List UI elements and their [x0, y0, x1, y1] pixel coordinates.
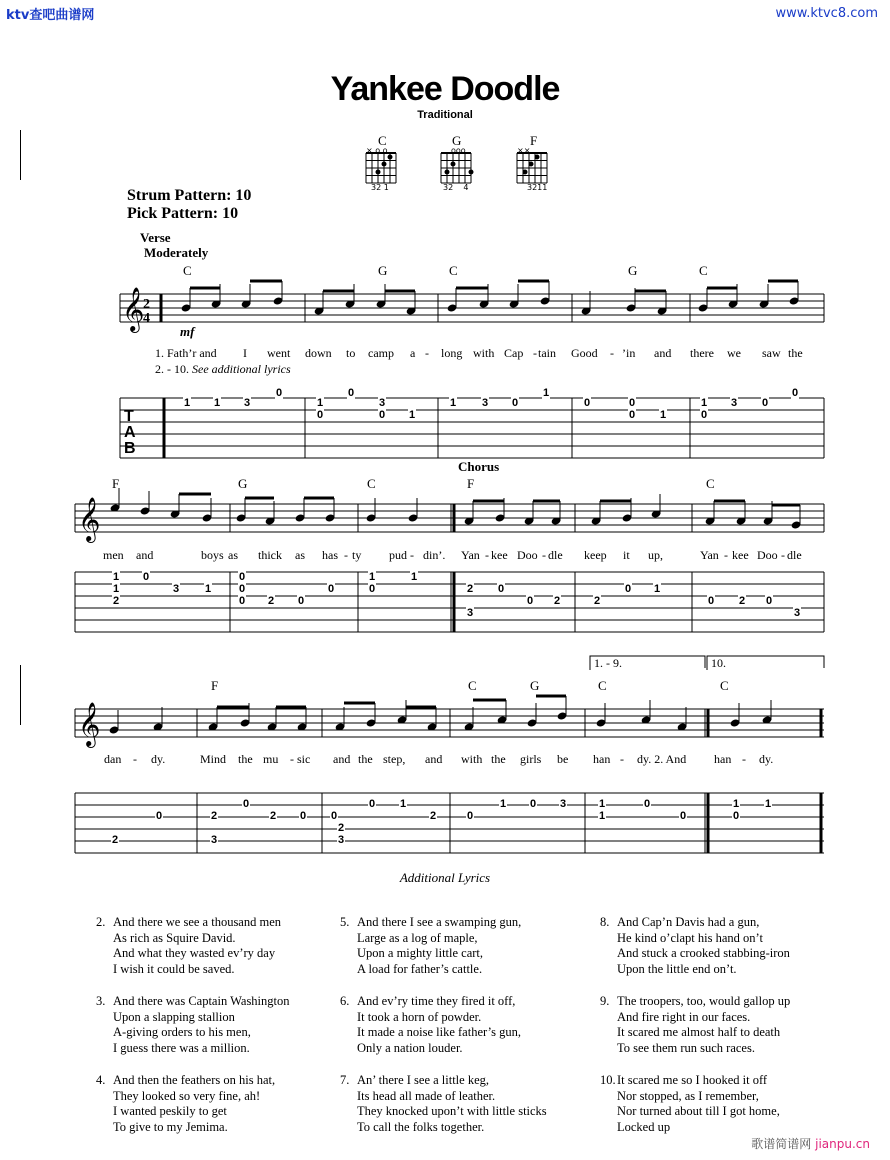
- section-chorus: Chorus: [458, 459, 500, 474]
- lyric-syllable: men: [103, 548, 124, 562]
- lyric-syllable: ’in: [622, 346, 636, 360]
- verse-block: [600, 994, 840, 1064]
- lyric-syllable: camp: [368, 346, 394, 360]
- verse-line: Nor turned about till I got home,: [617, 1104, 780, 1118]
- tab-fret-number: 2: [467, 583, 474, 595]
- lyric-syllable: and: [654, 346, 672, 360]
- tab-fret-number: 2: [270, 810, 277, 822]
- lyric-syllable: and: [333, 752, 351, 766]
- verse-lines: [113, 994, 290, 1056]
- tab-fret-number: 3: [794, 607, 801, 619]
- tab-fret-number: 1: [214, 397, 221, 409]
- tab-fret-number: 0: [644, 798, 651, 810]
- chord-symbol: C: [468, 678, 477, 693]
- time-sig-bottom: 4: [143, 311, 150, 326]
- tab-letter-t: T: [124, 408, 134, 425]
- lyric-syllable: dle: [548, 548, 563, 562]
- verse-line: Upon the little end on’t.: [617, 961, 737, 976]
- chord-diagram-g-name: G: [452, 133, 462, 148]
- verse-line: It took a horn of powder.: [357, 1009, 482, 1024]
- verse-line: A load for father’s cattle.: [357, 961, 483, 976]
- tempo-marking: Moderately: [144, 245, 209, 260]
- lyric-syllable: tain: [538, 346, 556, 360]
- strum-pattern: Strum Pattern: 10: [127, 187, 252, 204]
- verse-line: Its head all made of leather.: [357, 1088, 496, 1103]
- verse-block: [340, 1073, 580, 1143]
- lyric-syllable: long: [441, 346, 463, 360]
- lyric-syllable: to: [346, 346, 356, 360]
- verse-line: Nor stopped, as I remember,: [617, 1088, 759, 1103]
- lyric-syllable: pud: [389, 548, 407, 562]
- tab-fret-number: 0: [331, 810, 338, 822]
- verse-line: And stuck a crooked stabbing-iron: [617, 946, 790, 960]
- tab-letter-a: A: [124, 424, 136, 441]
- tab-fret-number: 0: [512, 397, 519, 409]
- song-title: Yankee Doodle: [330, 70, 560, 108]
- verse-lines: [617, 994, 790, 1056]
- lyric-syllable: with: [461, 752, 483, 766]
- verse-number: 6.: [340, 994, 350, 1008]
- lyric-syllable: went: [267, 346, 291, 360]
- lyric-syllable: kee: [491, 548, 508, 562]
- lyric-syllable: thick: [258, 548, 282, 562]
- lyric-verse2-line: [155, 362, 291, 377]
- lyric-syllable: boys: [201, 548, 224, 562]
- lyric-syllable: -: [781, 548, 785, 562]
- tab-fret-number: 0: [239, 571, 246, 583]
- lyric-syllable: a: [410, 346, 416, 360]
- verse-number: 10.: [600, 1073, 616, 1087]
- chord-diagram-f-name: F: [530, 133, 538, 148]
- tab-fret-number: 2: [739, 595, 746, 607]
- tab-fret-number: 1: [369, 571, 376, 583]
- tab-fret-number: 2: [554, 595, 561, 607]
- verse-line: And Cap’n Davis had a gun,: [617, 915, 760, 929]
- tab-fret-number: 1: [184, 397, 191, 409]
- tab-fret-number: 0: [156, 810, 163, 822]
- tab-fret-number: 0: [629, 397, 636, 409]
- tab-fret-number: 2: [112, 834, 119, 846]
- chord-dot: [469, 170, 474, 175]
- chord-dot: [535, 155, 540, 160]
- verse-block: [600, 915, 840, 985]
- verse-line: Upon a mighty little cart,: [357, 946, 484, 960]
- verse-number: 2.: [96, 915, 106, 929]
- lyric-syllable: and: [136, 548, 154, 562]
- verse-number: 8.: [600, 915, 610, 929]
- lyric-syllable: -: [425, 346, 429, 360]
- tab-fret-number: 1: [409, 409, 416, 421]
- lyric-syllable: han: [593, 752, 611, 766]
- verse-line: A-giving orders to his men,: [113, 1025, 251, 1039]
- tab-fret-number: 1: [205, 583, 212, 595]
- tab-fret-number: 1: [701, 397, 708, 409]
- tab-fret-number: 2: [430, 810, 437, 822]
- verse-line: It scared me so I hooked it off: [617, 1073, 768, 1087]
- lyric-syllable: -: [410, 548, 414, 562]
- tab-fret-number: 1: [543, 387, 550, 399]
- tab-fret-number: 3: [211, 834, 218, 846]
- lyric-syllable: Yan: [461, 548, 480, 562]
- lyric-syllable: we: [727, 346, 741, 360]
- tab-fret-number: 0: [680, 810, 687, 822]
- lyric-syllable: dy.: [759, 752, 774, 766]
- verse-lines: [357, 915, 521, 977]
- lyric-syllable: mu: [263, 752, 279, 766]
- tab-fret-number: 0: [317, 409, 324, 421]
- chord-symbol: C: [699, 263, 708, 278]
- verse-block: [96, 1073, 336, 1143]
- chord-symbol: F: [211, 678, 219, 693]
- lyric-syllable: the: [788, 346, 803, 360]
- lyric-syllable: dy.: [151, 752, 166, 766]
- verse-number: 7.: [340, 1073, 350, 1087]
- tab-fret-number: 3: [173, 583, 180, 595]
- verse-lines: [357, 994, 521, 1056]
- tab-fret-number: 1: [660, 409, 667, 421]
- dynamic-marking: mf: [180, 324, 195, 339]
- tab-fret-number: 0: [300, 810, 307, 822]
- verse-line: And there I see a swamping gun,: [357, 915, 522, 929]
- tab-fret-number: 0: [143, 571, 150, 583]
- verse-block: [96, 994, 336, 1064]
- verse-line: Locked up: [617, 1119, 671, 1134]
- tab-fret-number: 1: [654, 583, 661, 595]
- section-verse: Verse: [140, 230, 171, 245]
- treble-clef-icon: 𝄞: [78, 702, 101, 746]
- tab-fret-number: 0: [629, 409, 636, 421]
- chord-dot: [529, 162, 534, 167]
- tab-fret-number: 0: [276, 387, 283, 399]
- verse-number: 5.: [340, 915, 350, 929]
- lyric-syllable: Doo: [757, 548, 778, 562]
- chord-diagram-c-fingers: 32 1: [371, 183, 389, 192]
- tab-fret-number: 1: [765, 798, 772, 810]
- chord-symbol: C: [598, 678, 607, 693]
- watermark-left: ktv查吧曲谱网: [6, 8, 95, 23]
- tab-fret-number: 3: [467, 607, 474, 619]
- tab-fret-number: 0: [328, 583, 335, 595]
- chord-diagram-c-marks: × o o: [366, 146, 388, 155]
- tab-fret-number: 0: [239, 583, 246, 595]
- tab-fret-number: 0: [348, 387, 355, 399]
- lyric-syllable: has: [322, 548, 338, 562]
- chord-dot: [445, 170, 450, 175]
- lyric-syllable: -: [724, 548, 728, 562]
- lyric-syllable: Good: [571, 346, 598, 360]
- chord-diagram-g-marks: ooo: [451, 146, 466, 155]
- chord-diagram-c-name: C: [378, 133, 387, 148]
- lyric-syllable: Yan: [700, 548, 719, 562]
- tab-fret-number: 3: [244, 397, 251, 409]
- tab-fret-number: 2: [268, 595, 275, 607]
- chord-dot: [382, 162, 387, 167]
- verse-block: [96, 915, 336, 985]
- tab-fret-number: 3: [731, 397, 738, 409]
- first-ending-label: 1. - 9.: [594, 656, 622, 670]
- lyric-syllable: kee: [732, 548, 749, 562]
- verse-lines: [357, 1073, 547, 1135]
- verse-line: As rich as Squire David.: [113, 930, 236, 945]
- tab-fret-number: 0: [584, 397, 591, 409]
- verse-line: And then the feathers on his hat,: [113, 1073, 276, 1087]
- lyric-syllable: -: [133, 752, 137, 766]
- tab-fret-number: 0: [625, 583, 632, 595]
- lyric-syllable: the: [491, 752, 506, 766]
- verse-line: I wish it could be saved.: [113, 961, 235, 976]
- verse-line: And ev’ry time they fired it off,: [357, 994, 516, 1008]
- lyric-syllable: -: [485, 548, 489, 562]
- lyric-syllable: with: [473, 346, 495, 360]
- verse-line: It made a noise like father’s gun,: [357, 1025, 521, 1039]
- tab-fret-number: 1: [317, 397, 324, 409]
- tab-fret-number: 2: [594, 595, 601, 607]
- verse-number: 4.: [96, 1073, 106, 1087]
- tab-fret-number: 0: [498, 583, 505, 595]
- lyric-syllable: it: [623, 548, 630, 562]
- lyric-syllable: up,: [648, 548, 663, 562]
- chord-symbol: G: [530, 678, 540, 693]
- lyric-syllable: there: [690, 346, 714, 360]
- tab-fret-number: 0: [701, 409, 708, 421]
- lyric-syllable: Mind: [200, 752, 227, 766]
- watermark-bottom-a: 歌谱简谱网: [751, 1137, 812, 1151]
- lyric-syllable: saw: [762, 346, 781, 360]
- lyric-syllable: han: [714, 752, 732, 766]
- lyric-syllable: and: [425, 752, 443, 766]
- tab-fret-number: 1: [113, 571, 120, 583]
- verse-line: He kind o’clapt his hand on’t: [617, 930, 763, 945]
- lyric-syllable: dle: [787, 548, 802, 562]
- lyric-syllable: the: [238, 752, 253, 766]
- tab-fret-number: 2: [113, 595, 120, 607]
- verse-lines: [617, 915, 790, 977]
- lyric-syllable: -: [344, 548, 348, 562]
- treble-clef-icon: 𝄞: [78, 497, 101, 541]
- chord-symbol: G: [628, 263, 638, 278]
- tab-fret-number: 0: [708, 595, 715, 607]
- lyric-syllable: dy. 2. And: [637, 752, 687, 766]
- tab-fret-number: 2: [211, 810, 218, 822]
- lyric-syllable: Doo: [517, 548, 538, 562]
- lyric-syllable: din’.: [423, 548, 446, 562]
- tab-fret-number: 1: [599, 810, 606, 822]
- verse-line: They looked so very fine, ah!: [113, 1088, 261, 1103]
- verse-block: [340, 915, 580, 985]
- tab-fret-number: 1: [450, 397, 457, 409]
- chord-dot: [523, 170, 528, 175]
- time-sig-top: 2: [143, 297, 150, 312]
- watermark-right[interactable]: www.ktvc8.com: [775, 6, 878, 21]
- lyric-syllable: sic: [297, 752, 311, 766]
- verse-line: I wanted peskily to get: [113, 1104, 227, 1118]
- tab-fret-number: 0: [369, 798, 376, 810]
- verse-line: To call the folks together.: [357, 1119, 485, 1134]
- chord-symbol: C: [449, 263, 458, 278]
- lyric-syllable: -: [542, 548, 546, 562]
- lyric-syllable: -: [620, 752, 624, 766]
- verse-line: And what they wasted ev’ry day: [113, 946, 276, 960]
- composer: Traditional: [417, 109, 473, 121]
- verse-line: To give to my Jemima.: [113, 1119, 228, 1134]
- lyric-syllable: be: [557, 752, 569, 766]
- treble-clef-icon: 𝄞: [122, 287, 145, 331]
- tab-fret-number: 0: [379, 409, 386, 421]
- chord-diagram-f-marks: ××: [517, 146, 531, 155]
- tab-fret-number: 0: [298, 595, 305, 607]
- chord-symbol: F: [112, 476, 120, 491]
- chord-dot: [376, 170, 381, 175]
- lyric-verse2-note: See additional lyrics: [192, 362, 291, 376]
- verse-line: To see them run such races.: [617, 1040, 755, 1055]
- verse-line: And there we see a thousand men: [113, 915, 281, 929]
- second-ending-label: 10.: [711, 656, 726, 670]
- chord-dot: [388, 155, 393, 160]
- lyric-verse2-prefix: 2. - 10.: [155, 362, 189, 376]
- tab-fret-number: 0: [527, 595, 534, 607]
- chord-symbol: C: [183, 263, 192, 278]
- tab-fret-number: 1: [500, 798, 507, 810]
- chord-symbol: C: [706, 476, 715, 491]
- lyric-syllable: I: [243, 346, 247, 360]
- lyric-syllable: the: [358, 752, 373, 766]
- lyric-syllable: girls: [520, 752, 542, 766]
- chord-symbol: G: [238, 476, 248, 491]
- tab-fret-number: 0: [530, 798, 537, 810]
- verse-number: 3.: [96, 994, 106, 1008]
- lyric-syllable: -: [290, 752, 294, 766]
- verse-line: Large as a log of maple,: [357, 930, 478, 945]
- tab-fret-number: 0: [239, 595, 246, 607]
- verse-line: An’ there I see a little keg,: [357, 1073, 490, 1087]
- tab-fret-number: 2: [338, 822, 345, 834]
- additional-lyrics-title: Additional Lyrics: [399, 870, 491, 885]
- verse-lines: [617, 1073, 780, 1135]
- tab-fret-number: 0: [369, 583, 376, 595]
- chord-dot: [451, 162, 456, 167]
- verse-line: And fire right in our faces.: [617, 1009, 751, 1024]
- tab-fret-number: 0: [243, 798, 250, 810]
- tab-letter-b: B: [124, 440, 136, 457]
- chord-symbol: C: [367, 476, 376, 491]
- verse-line: And there was Captain Washington: [113, 994, 290, 1008]
- tab-fret-number: 1: [599, 798, 606, 810]
- pick-pattern: Pick Pattern: 10: [127, 205, 239, 222]
- verse-line: I guess there was a million.: [113, 1040, 250, 1055]
- lyric-syllable: down: [305, 346, 332, 360]
- tab-fret-number: 1: [733, 798, 740, 810]
- tab-fret-number: 1: [113, 583, 120, 595]
- tab-fret-number: 3: [560, 798, 567, 810]
- tab-fret-number: 0: [733, 810, 740, 822]
- lyric-syllable: as: [228, 548, 238, 562]
- tab-fret-number: 0: [766, 595, 773, 607]
- tab-fret-number: 0: [792, 387, 799, 399]
- verse-number: 9.: [600, 994, 610, 1008]
- lyric-syllable: Cap: [504, 346, 524, 360]
- tab-fret-number: 0: [762, 397, 769, 409]
- lyric-syllable: dan: [104, 752, 122, 766]
- lyric-syllable: ty: [352, 548, 362, 562]
- verse-line: The troopers, too, would gallop up: [617, 994, 791, 1008]
- lyric-syllable: step,: [383, 752, 406, 766]
- tab-fret-number: 3: [379, 397, 386, 409]
- tab-fret-number: 0: [467, 810, 474, 822]
- chord-diagram-f-fingers: 3211: [527, 183, 548, 192]
- lyric-syllable: 1. Fath’r and: [155, 346, 217, 360]
- verse-line: Upon a slapping stallion: [113, 1009, 235, 1024]
- lyric-syllable: as: [295, 548, 305, 562]
- verse-line: Only a nation louder.: [357, 1040, 463, 1055]
- chord-symbol: C: [720, 678, 729, 693]
- watermark-bottom-b: jianpu.cn: [815, 1137, 870, 1151]
- tab-fret-number: 3: [482, 397, 489, 409]
- lyric-syllable: -: [610, 346, 614, 360]
- verse-block: [340, 994, 580, 1064]
- verse-line: It scared me almost half to death: [617, 1025, 781, 1039]
- chord-symbol: F: [467, 476, 475, 491]
- chord-symbol: G: [378, 263, 388, 278]
- verse-block: [600, 1073, 840, 1143]
- lyric-syllable: -: [533, 346, 537, 360]
- verse-lines: [113, 915, 281, 977]
- tab-fret-number: 1: [411, 571, 418, 583]
- chord-diagram-g-fingers: 32 4: [443, 183, 469, 192]
- verse-line: They knocked upon’t with little sticks: [357, 1104, 547, 1118]
- lyric-syllable: -: [742, 752, 746, 766]
- verse-lines: [113, 1073, 275, 1135]
- tab-fret-number: 1: [400, 798, 407, 810]
- lyric-syllable: keep: [584, 548, 607, 562]
- tab-fret-number: 3: [338, 834, 345, 846]
